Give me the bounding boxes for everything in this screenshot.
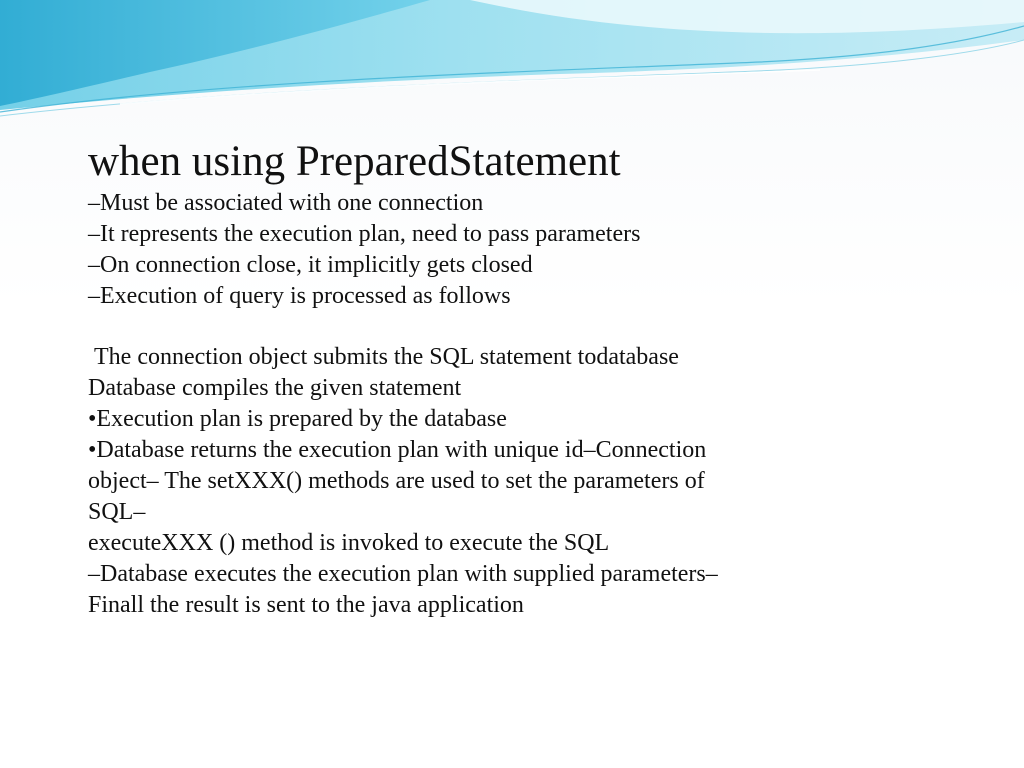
slide-body <box>88 136 828 621</box>
text-line: The connection object submits the SQL statement todatabase <box>88 344 679 370</box>
slide-title: when using PreparedStatement <box>88 138 621 185</box>
text-line: –Must be associated with one connection <box>88 190 484 216</box>
spacer <box>88 312 828 342</box>
text-line: •Database returns the execution plan with unique id–Connection <box>88 437 707 463</box>
text-line: –On connection close, it implicitly gets closed <box>88 252 533 278</box>
text-line: SQL– <box>88 499 146 525</box>
text-line: –Database executes the execution plan with supplied parameters– <box>88 561 718 587</box>
text-line: object– The setXXX() methods are used to set the parameters of <box>88 468 705 494</box>
decorative-wave-header <box>0 0 1024 140</box>
text-line: –It represents the execution plan, need to pass parameters <box>88 221 641 247</box>
text-line: Database compiles the given statement <box>88 375 462 401</box>
intro-lines <box>88 188 828 312</box>
text-line: executeXXX () method is invoked to execute the SQL <box>88 530 610 556</box>
text-line: •Execution plan is prepared by the database <box>88 406 507 432</box>
text-line: Finall the result is sent to the java application <box>88 592 524 618</box>
text-line: –Execution of query is processed as follows <box>88 283 511 309</box>
process-lines <box>88 342 828 621</box>
